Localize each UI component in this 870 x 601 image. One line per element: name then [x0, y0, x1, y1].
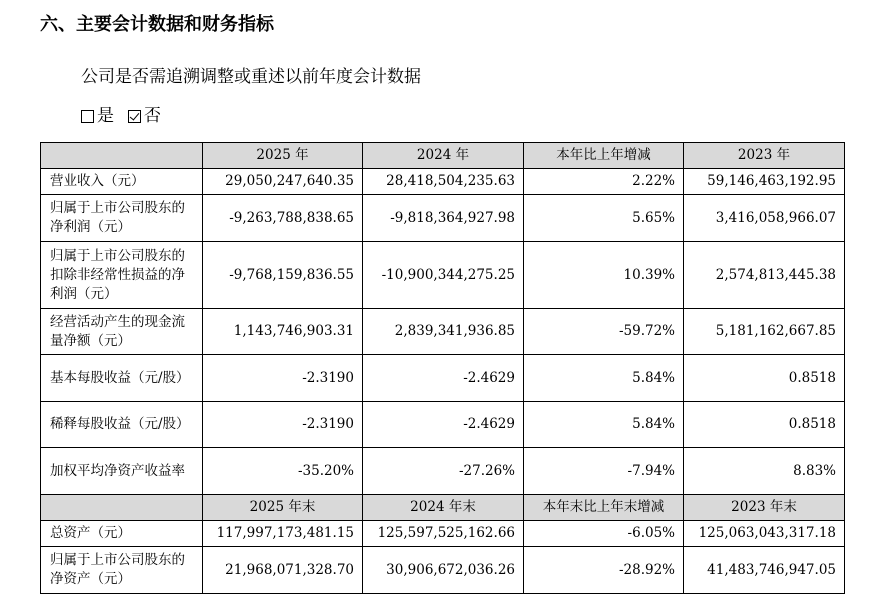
row-label: 归属于上市公司股东的净资产（元） — [41, 547, 203, 594]
table-cell: 125,063,043,317.18 — [684, 521, 845, 547]
table-cell: -28.92% — [524, 547, 684, 594]
table-cell: 0.8518 — [684, 402, 845, 448]
table-cell: 28,418,504,235.63 — [363, 169, 524, 195]
table-cell: 10.39% — [524, 242, 684, 309]
header-cell: 本年末比上年末增减 — [524, 495, 684, 521]
table-cell: 5.84% — [524, 402, 684, 448]
table-cell: -2.4629 — [363, 402, 524, 448]
financial-indicators-table — [40, 142, 845, 594]
table-cell: -9,818,364,927.98 — [363, 195, 524, 242]
header-cell: 2025 年 — [203, 143, 363, 169]
row-label: 归属于上市公司股东的净利润（元） — [41, 195, 203, 242]
table-row — [41, 242, 845, 309]
table-cell: -6.05% — [524, 521, 684, 547]
checkbox-checked-icon[interactable] — [128, 110, 141, 123]
table-cell: -59.72% — [524, 309, 684, 355]
restatement-options — [81, 104, 161, 128]
row-label: 总资产（元） — [41, 521, 203, 547]
header-cell: 2024 年末 — [363, 495, 524, 521]
table-cell: 2,839,341,936.85 — [363, 309, 524, 355]
checkbox-unchecked-icon[interactable] — [81, 110, 94, 123]
table-cell: -7.94% — [524, 448, 684, 495]
option-no-label: 否 — [144, 106, 161, 126]
table-cell: 59,146,463,192.95 — [684, 169, 845, 195]
table-row — [41, 355, 845, 402]
table-cell: 0.8518 — [684, 355, 845, 402]
table-cell: 2.22% — [524, 169, 684, 195]
table-row — [41, 195, 845, 242]
row-label: 加权平均净资产收益率 — [41, 448, 203, 495]
table-header-row — [41, 143, 845, 169]
header-cell: 2025 年末 — [203, 495, 363, 521]
option-yes-label: 是 — [97, 106, 114, 126]
table-row — [41, 521, 845, 547]
option-no[interactable] — [128, 104, 161, 128]
header-cell: 2023 年末 — [684, 495, 845, 521]
header-cell: 2023 年 — [684, 143, 845, 169]
table-cell: -35.20% — [203, 448, 363, 495]
table-row — [41, 547, 845, 594]
row-label: 稀释每股收益（元/股） — [41, 402, 203, 448]
table-cell: 3,416,058,966.07 — [684, 195, 845, 242]
table-row — [41, 169, 845, 195]
table-cell: 41,483,746,947.05 — [684, 547, 845, 594]
row-label: 基本每股收益（元/股） — [41, 355, 203, 402]
row-label: 营业收入（元） — [41, 169, 203, 195]
table-cell: 5,181,162,667.85 — [684, 309, 845, 355]
table-cell: 30,906,672,036.26 — [363, 547, 524, 594]
table-row — [41, 402, 845, 448]
table-cell: 21,968,071,328.70 — [203, 547, 363, 594]
table-cell: 5.65% — [524, 195, 684, 242]
header-cell — [41, 495, 203, 521]
table-row — [41, 309, 845, 355]
table-cell: -27.26% — [363, 448, 524, 495]
header-cell: 本年比上年增减 — [524, 143, 684, 169]
table-cell: 1,143,746,903.31 — [203, 309, 363, 355]
header-cell: 2024 年 — [363, 143, 524, 169]
table-cell: 5.84% — [524, 355, 684, 402]
table-cell: 125,597,525,162.66 — [363, 521, 524, 547]
header-cell — [41, 143, 203, 169]
table-cell: -9,768,159,836.55 — [203, 242, 363, 309]
row-label: 归属于上市公司股东的扣除非经常性损益的净利润（元） — [41, 242, 203, 309]
table-cell: 117,997,173,481.15 — [203, 521, 363, 547]
table-cell: 29,050,247,640.35 — [203, 169, 363, 195]
table-header-row — [41, 495, 845, 521]
table-row — [41, 448, 845, 495]
table-cell: 8.83% — [684, 448, 845, 495]
row-label: 经营活动产生的现金流量净额（元） — [41, 309, 203, 355]
section-title: 六、主要会计数据和财务指标 — [40, 14, 274, 35]
table-cell: -9,263,788,838.65 — [203, 195, 363, 242]
table-cell: -2.3190 — [203, 355, 363, 402]
option-yes[interactable] — [81, 104, 114, 128]
table-cell: -2.4629 — [363, 355, 524, 402]
table-cell: 2,574,813,445.38 — [684, 242, 845, 309]
restatement-question: 公司是否需追溯调整或重述以前年度会计数据 — [81, 67, 421, 87]
table-cell: -10,900,344,275.25 — [363, 242, 524, 309]
table-cell: -2.3190 — [203, 402, 363, 448]
